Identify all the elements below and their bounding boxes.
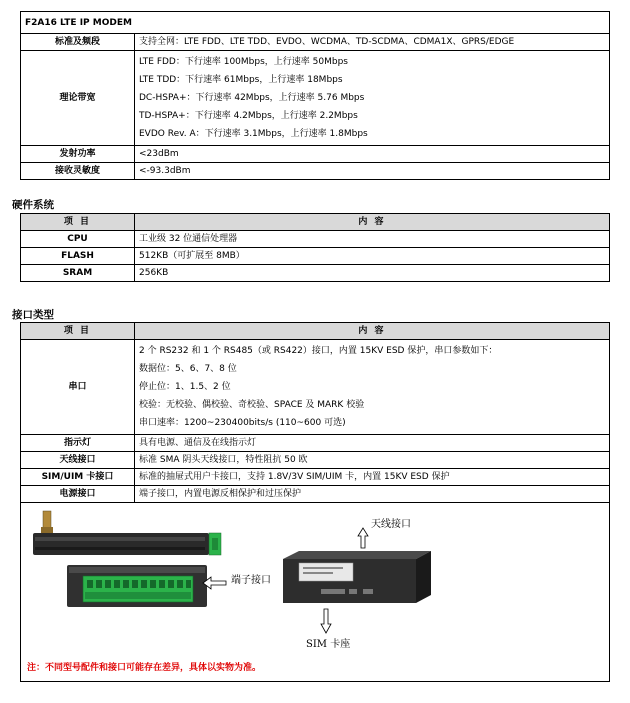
serial-line: 校验：无校验、偶校验、奇校验、SPACE 及 MARK 校验 (139, 400, 365, 410)
interface-image-row (21, 503, 610, 682)
interface-row-antenna (21, 452, 610, 469)
interface-header (21, 323, 610, 340)
modem-side-view (33, 511, 221, 555)
interface-label: 串口 (21, 340, 135, 435)
spec-row-standard (21, 34, 610, 51)
spec-label: 接收灵敏度 (21, 163, 135, 180)
bandwidth-line: LTE FDD：下行速率 100Mbps，上行速率 50Mbps (139, 57, 348, 67)
antenna-label: 天线接口 (371, 519, 411, 530)
spec-table (20, 11, 610, 180)
hardware-value: 256KB (135, 265, 610, 282)
col-content-header: 内 容 (135, 214, 610, 231)
spec-label: 发射功率 (21, 146, 135, 163)
interface-value: 标准的抽屉式用户卡接口，支持 1.8V/3V SIM/UIM 卡，内置 15KV ESD 保护 (135, 469, 610, 486)
spec-value: 支持全网：LTE FDD、LTE TDD、EVDO、WCDMA、TD-SCDMA、CDMA1X、GPRS/EDGE (135, 34, 610, 51)
hardware-label: SRAM (21, 265, 135, 282)
hardware-row-flash (21, 248, 610, 265)
col-item-header: 项 目 (21, 323, 135, 340)
interface-label: 天线接口 (21, 452, 135, 469)
interface-value: 具有电源、通信及在线指示灯 (135, 435, 610, 452)
hardware-label: CPU (21, 231, 135, 248)
hardware-section-title: 硬件系统 (12, 199, 54, 211)
terminal-label: 端子接口 (231, 575, 271, 586)
hardware-table (20, 213, 610, 282)
col-content-header: 内 容 (135, 323, 610, 340)
modem-terminal-view (67, 565, 207, 607)
antenna-arrow-icon (358, 528, 368, 548)
interface-section-title: 接口类型 (12, 309, 54, 321)
bandwidth-line: TD-HSPA+：下行速率 4.2Mbps，上行速率 2.2Mbps (139, 111, 358, 121)
bandwidth-line: EVDO Rev. A：下行速率 3.1Mbps，上行速率 1.8Mbps (139, 129, 368, 139)
sim-label: SIM 卡座 (306, 639, 351, 650)
interface-label: 电源接口 (21, 486, 135, 503)
serial-line: 2 个 RS232 和 1 个 RS485（或 RS422）接口，内置 15KV ESD 保护，串口参数如下： (139, 346, 498, 356)
spec-row-tx-power (21, 146, 610, 163)
interface-row-power (21, 486, 610, 503)
product-image-cell (21, 503, 610, 682)
spec-label: 标准及频段 (21, 34, 135, 51)
bandwidth-lines (135, 51, 610, 146)
spec-title: F2A16 LTE IP MODEM (21, 12, 610, 34)
spec-label: 理论带宽 (21, 51, 135, 146)
serial-line: 数据位：5、6、7、8 位 (139, 364, 237, 374)
hardware-value: 工业级 32 位通信处理器 (135, 231, 610, 248)
interface-value: 端子接口，内置电源反相保护和过压保护 (135, 486, 610, 503)
interface-row-sim (21, 469, 610, 486)
spec-value: <23dBm (135, 146, 610, 163)
hardware-row-sram (21, 265, 610, 282)
spec-value: <-93.3dBm (135, 163, 610, 180)
sim-arrow-icon (321, 609, 331, 633)
interface-value: 标准 SMA 阴头天线接口，特性阻抗 50 欧 (135, 452, 610, 469)
hardware-value: 512KB（可扩展至 8MB） (135, 248, 610, 265)
serial-line: 停止位：1、1.5、2 位 (139, 382, 231, 392)
spec-row-bandwidth (21, 51, 610, 146)
bandwidth-line: LTE TDD：下行速率 61Mbps，上行速率 18Mbps (139, 75, 343, 85)
interface-table (20, 322, 610, 682)
col-item-header: 项 目 (21, 214, 135, 231)
hardware-header (21, 214, 610, 231)
serial-line: 串口速率：1200~230400bits/s (110~600 可选) (139, 418, 346, 428)
footnote: 注：不同型号配件和接口可能存在差异，具体以实物为准。 (27, 663, 262, 673)
product-illustration (21, 503, 609, 681)
serial-lines (135, 340, 610, 435)
interface-label: 指示灯 (21, 435, 135, 452)
interface-label: SIM/UIM 卡接口 (21, 469, 135, 486)
hardware-row-cpu (21, 231, 610, 248)
interface-row-serial (21, 340, 610, 435)
interface-row-led (21, 435, 610, 452)
spec-row-sensitivity (21, 163, 610, 180)
hardware-label: FLASH (21, 248, 135, 265)
bandwidth-line: DC-HSPA+：下行速率 42Mbps，上行速率 5.76 Mbps (139, 93, 365, 103)
modem-front-view (283, 551, 431, 603)
